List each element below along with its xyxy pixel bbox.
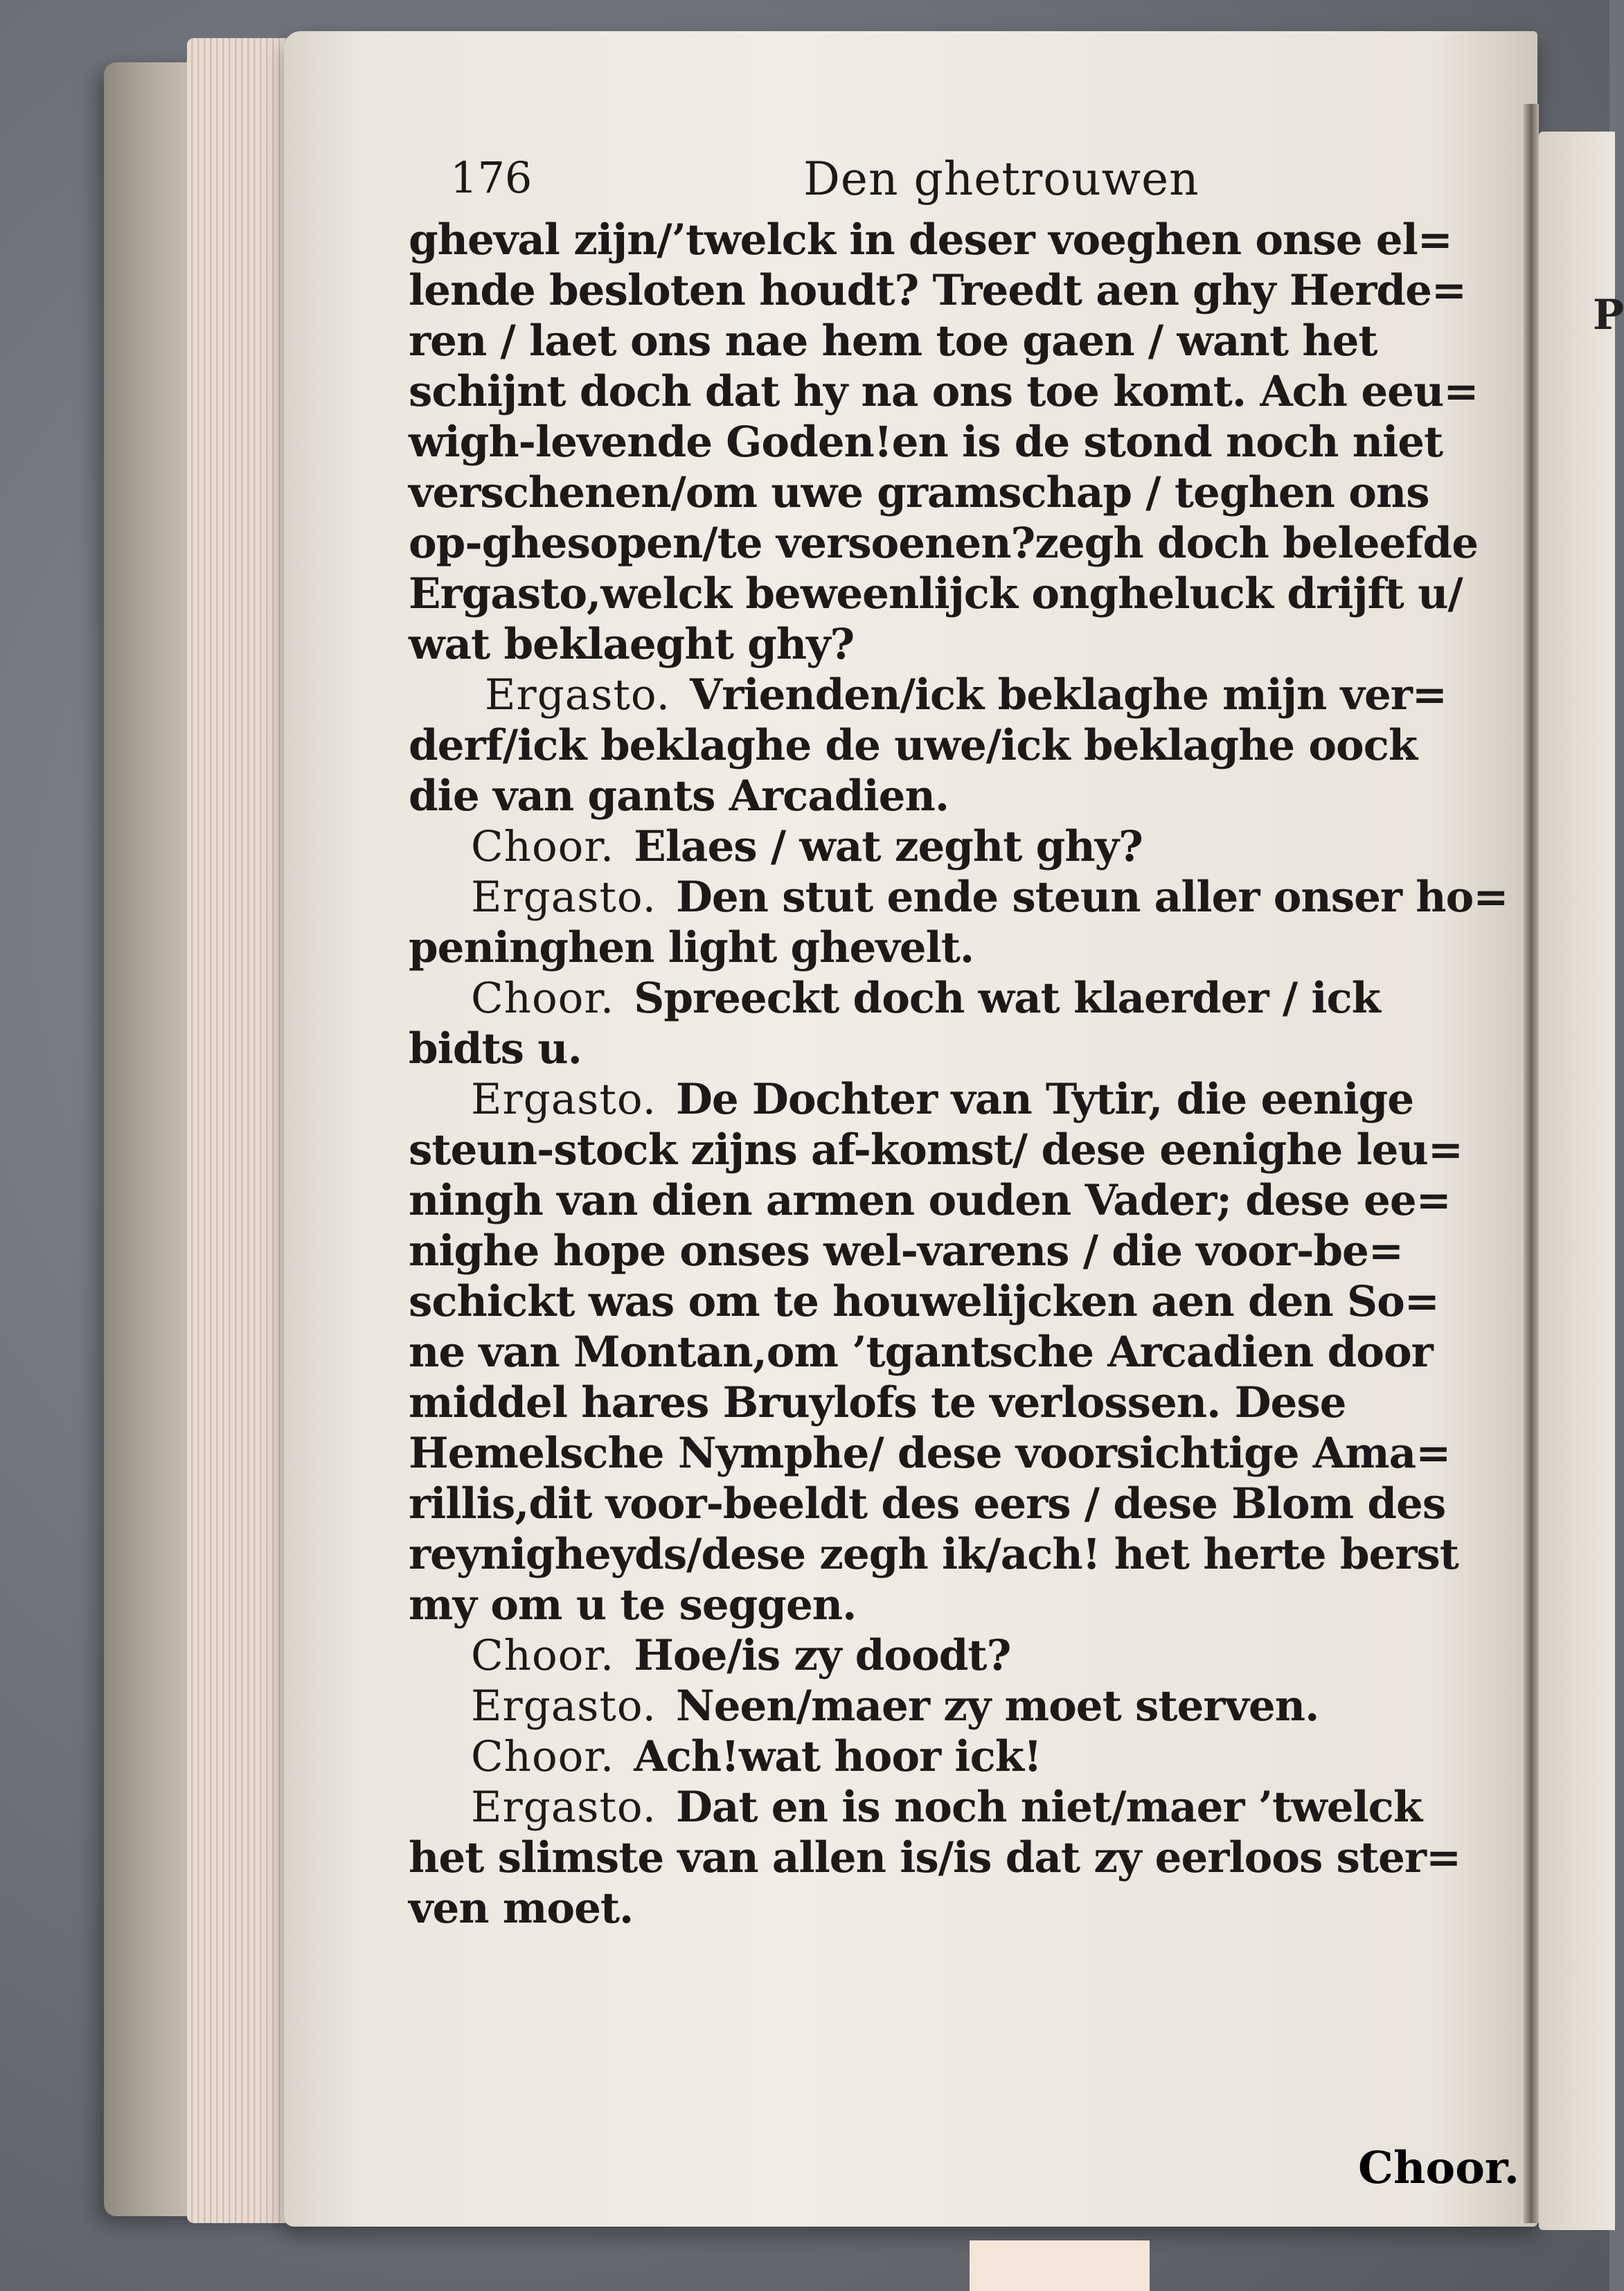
text-line <box>409 872 1508 922</box>
text-line: schickt was om te houwelijcken aen den So= <box>409 1277 1439 1326</box>
speaker-label: Choor. <box>471 1631 615 1680</box>
paragraph <box>409 872 1508 973</box>
speaker-label: Ergasto. <box>471 1783 657 1832</box>
speech-text: Vrienden/ick beklaghe mijn ver= <box>689 670 1447 720</box>
speech-text: Spreeckt doch wat klaerder / ick <box>634 974 1380 1023</box>
text-line: peninghen light ghevelt. <box>409 923 974 972</box>
page-header <box>409 139 1461 215</box>
text-line: reynigheyds/dese zegh ik/ach! het herte berst <box>409 1530 1458 1579</box>
text-line: die van gants Arcadien. <box>409 772 949 821</box>
text-line: lende besloten houdt? Treedt aen ghy Herde= <box>409 266 1467 315</box>
text-line <box>409 1731 1461 1782</box>
text-line <box>409 1782 1461 1833</box>
text-line: ren / laet ons nae hem toe gaen / want het <box>409 317 1377 366</box>
speaker-label: Choor. <box>471 822 615 871</box>
paragraph <box>409 215 1479 670</box>
text-line <box>409 1681 1461 1731</box>
text-line: verschenen/om uwe gramschap / teghen ons <box>409 468 1429 517</box>
text-line: op-ghesopen/te versoenen?zegh doch beleefde <box>409 519 1479 568</box>
facing-page <box>1539 132 1624 2230</box>
text-line: wigh-levende Goden!en is de stond noch niet <box>409 418 1443 467</box>
facing-page-fragment: P <box>1593 291 1624 339</box>
speaker-label: Ergasto. <box>471 1075 657 1124</box>
running-head: Den ghetrouwen <box>803 152 1199 206</box>
paragraph <box>409 821 1461 872</box>
speech-text: Ach!wat hoor ick! <box>634 1732 1042 1781</box>
paragraph <box>409 973 1461 1074</box>
text-line: ven moet. <box>409 1884 634 1933</box>
text-line: ningh van dien armen ouden Vader; dese ee= <box>409 1176 1451 1225</box>
book-gutter <box>1524 104 1539 2223</box>
catchword: Choor. <box>1358 2142 1519 2194</box>
text-line: steun-stock zijns af-komst/ dese eenighe leu= <box>409 1125 1463 1175</box>
text-line: my om u te seggen. <box>409 1580 857 1630</box>
bookmark-tab <box>970 2240 1150 2291</box>
text-line: ne van Montan,om ’tgantsche Arcadien door <box>409 1328 1433 1377</box>
text-line: rillis,dit voor-beeldt des eers / dese Blom des <box>409 1479 1446 1528</box>
text-line: derf/ick beklaghe de uwe/ick beklaghe oock <box>409 721 1418 770</box>
text-line <box>409 1074 1461 1125</box>
paragraph <box>409 1630 1461 1681</box>
paragraph <box>409 1731 1461 1782</box>
text-line: bidts u. <box>409 1024 582 1073</box>
paragraph <box>409 670 1461 821</box>
speech-text: Neen/maer zy moet sterven. <box>675 1682 1319 1731</box>
speaker-label: Ergasto. <box>471 1682 657 1731</box>
paragraph <box>409 1782 1461 1934</box>
speech-text: De Dochter van Tytir, die eenige <box>675 1075 1414 1124</box>
text-line <box>409 973 1461 1024</box>
paragraph <box>409 1681 1461 1731</box>
text-line: Hemelsche Nymphe/ dese voorsichtige Ama= <box>409 1429 1451 1478</box>
speech-text: Dat en is noch niet/maer ’twelck <box>675 1783 1422 1832</box>
paragraph <box>409 1074 1461 1630</box>
text-line: nighe hope onses wel-varens / die voor-be= <box>409 1227 1403 1276</box>
text-line <box>409 670 1461 720</box>
speech-text: Hoe/is zy doodt? <box>634 1631 1011 1680</box>
text-line: wat beklaeght ghy? <box>409 620 855 669</box>
text-line: Ergasto,welck beweenlijck ongheluck drijft u/ <box>409 569 1463 618</box>
text-line: middel hares Bruylofs te verlossen. Dese <box>409 1378 1346 1427</box>
speech-text: Elaes / wat zeght ghy? <box>634 822 1143 871</box>
page-number: 176 <box>450 152 533 203</box>
speaker-label: Ergasto. <box>485 670 670 720</box>
text-line <box>409 821 1461 872</box>
page-text <box>409 139 1508 1934</box>
speaker-label: Choor. <box>471 1732 615 1781</box>
speaker-label: Ergasto. <box>471 873 657 922</box>
text-line <box>409 1630 1461 1681</box>
speaker-label: Choor. <box>471 974 615 1023</box>
speech-text: Den stut ende steun aller onser ho= <box>675 873 1508 922</box>
text-line: gheval zijn/’twelck in deser voeghen onse el= <box>409 215 1452 265</box>
text-line: het slimste van allen is/is dat zy eerloos ster= <box>409 1833 1461 1882</box>
text-line: schijnt doch dat hy na ons toe komt. Ach eeu= <box>409 367 1479 416</box>
